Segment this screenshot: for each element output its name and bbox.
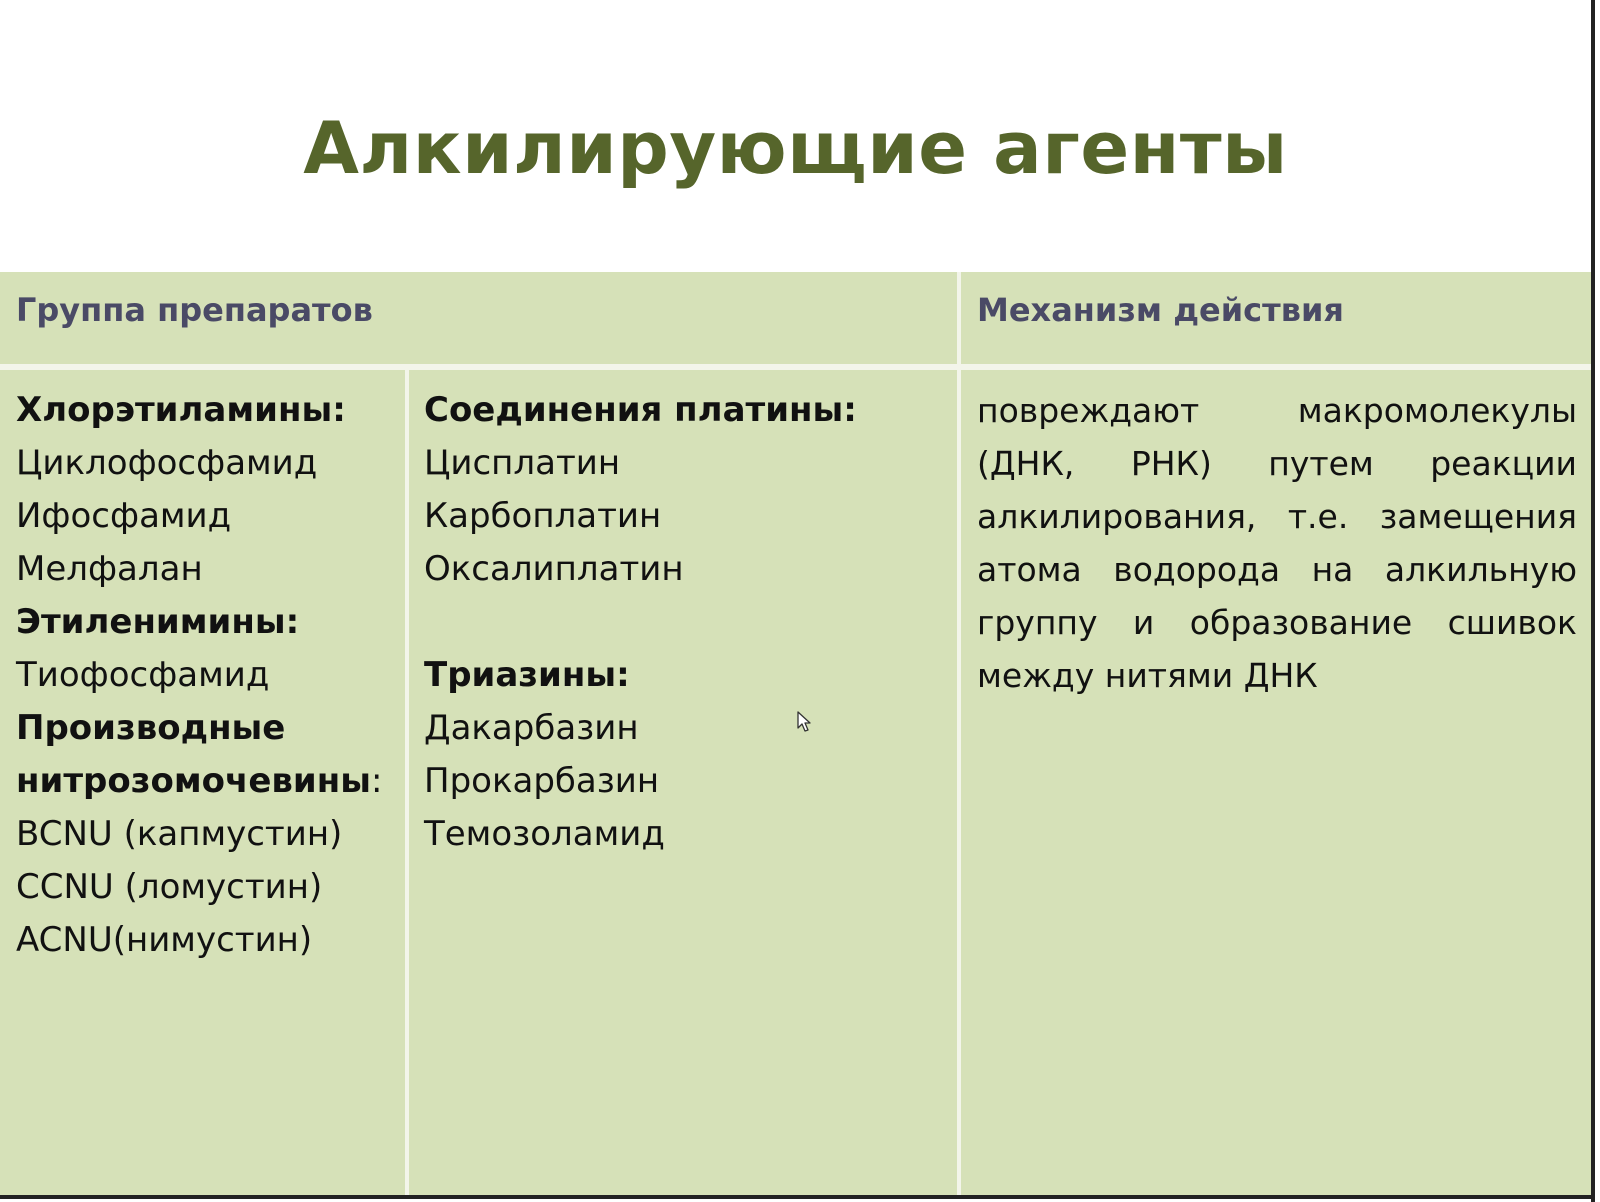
group-label-colon: : [370, 761, 383, 801]
group-label-platinum: Соединения платины: [424, 390, 857, 430]
column-divider-main [957, 272, 961, 1195]
mouse-pointer-icon [797, 711, 815, 735]
spacer [424, 596, 944, 649]
drug-item: Дакарбазин [424, 708, 639, 748]
drug-item: Карбоплатин [424, 496, 662, 536]
group-label-nitrosourea-2: нитрозомочевины [16, 761, 371, 801]
group-label-nitrosourea-2-line [16, 755, 401, 808]
drug-item: Тиофосфамид [16, 655, 270, 695]
column-divider-groups [405, 370, 409, 1195]
drug-item: Оксалиплатин [424, 549, 684, 589]
mechanism-text: повреждают макромолекулы (ДНК, РНК) путем реакции алкилирования, т.е. замещения атома водорода на алкильную группу и образование сшивок между нитями ДНК [977, 391, 1577, 695]
drug-item: CCNU (ломустин) [16, 867, 323, 907]
drug-item: Темозоламид [424, 814, 665, 854]
slide-bottom-border [0, 1195, 1595, 1199]
drug-item: Ифосфамид [16, 496, 232, 536]
drug-group-column-1 [16, 384, 401, 967]
drug-item: Циклофосфамид [16, 443, 318, 483]
header-drug-group: Группа препаратов [16, 291, 373, 329]
drug-table [0, 272, 1591, 1195]
table-header-row [0, 272, 1591, 364]
header-divider [0, 364, 1591, 370]
group-label-triazines: Триазины: [424, 655, 630, 695]
drug-item: ACNU(нимустин) [16, 920, 313, 960]
drug-item: BCNU (капмустин) [16, 814, 343, 854]
slide-right-border [1591, 0, 1595, 1202]
group-label-nitrosourea-1: Производные [16, 708, 286, 748]
drug-item: Мелфалан [16, 549, 203, 589]
drug-item: Прокарбазин [424, 761, 660, 801]
header-mechanism: Механизм действия [977, 291, 1344, 329]
slide-title: Алкилирующие агенты [303, 106, 1288, 190]
group-label-chlorethylamines: Хлорэтиламины: [16, 390, 346, 430]
group-label-ethylenimines: Этиленимины: [16, 602, 300, 642]
drug-item: Цисплатин [424, 443, 621, 483]
drug-group-column-2 [424, 384, 944, 861]
